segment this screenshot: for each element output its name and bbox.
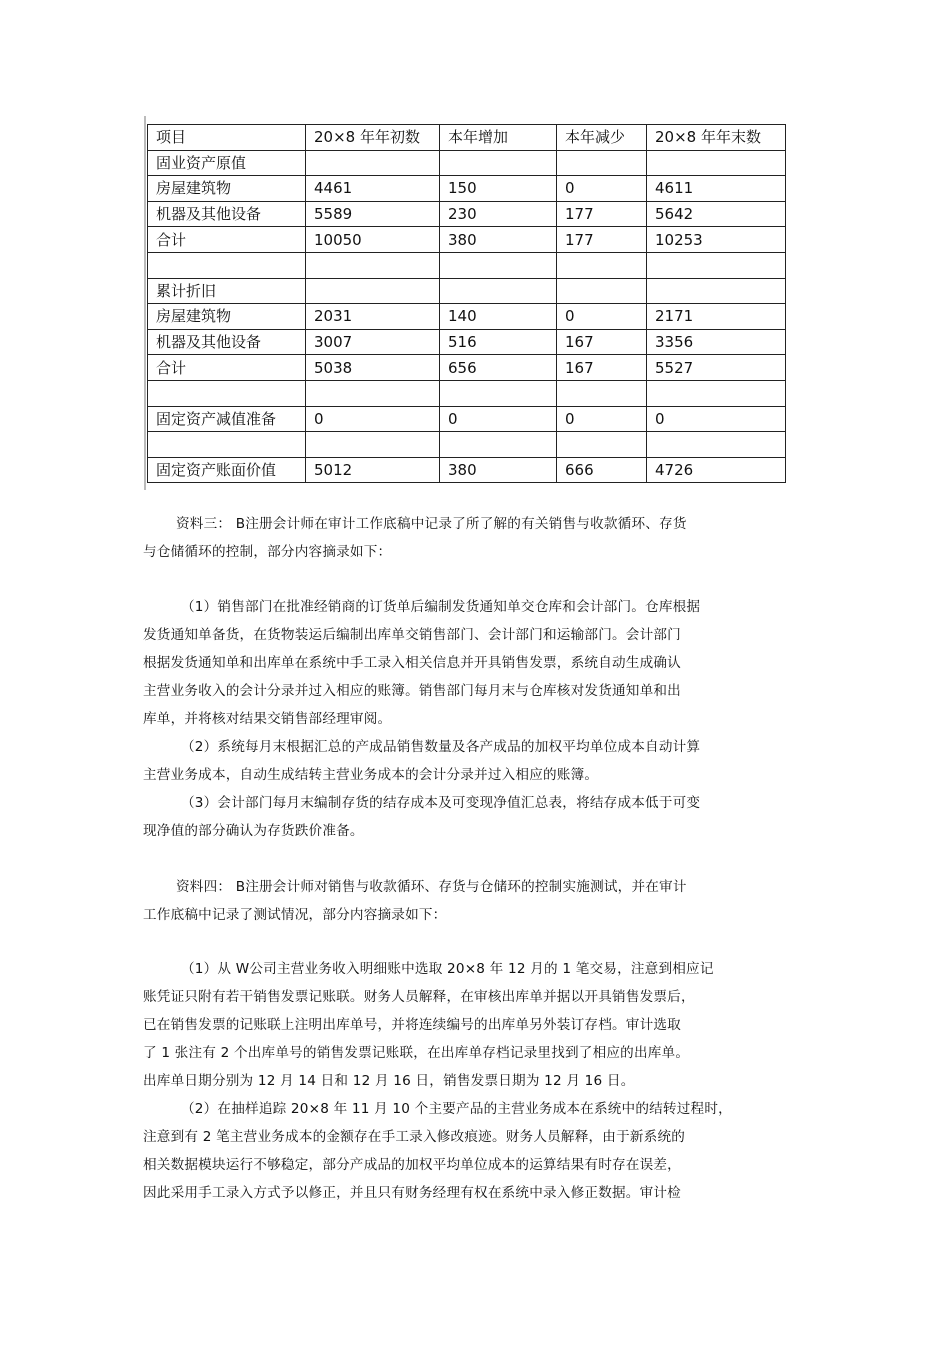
table-cell — [647, 380, 786, 406]
text-line: （1）销售部门在批准经销商的订货单后编制发货通知单交仓库和会计部门。仓库根据 — [181, 599, 701, 615]
table-cell — [306, 252, 440, 278]
fixed-asset-table — [147, 124, 786, 483]
table-row — [148, 432, 786, 458]
table-row — [148, 406, 786, 432]
table-cell: 固业资产原值 — [148, 150, 306, 176]
table-cell — [647, 278, 786, 304]
table-cell: 机器及其他设备 — [148, 329, 306, 355]
table-cell: 140 — [440, 304, 557, 330]
section-3-intro — [143, 510, 803, 566]
text-line: 主营业务成本，自动生成结转主营业务成本的会计分录并过入相应的账簿。 — [143, 767, 599, 783]
text-line: 发货通知单备货，在货物装运后编制出库单交销售部门、会计部门和运输部门。会计部门 — [143, 627, 681, 643]
table-cell — [306, 278, 440, 304]
table-cell — [647, 150, 786, 176]
table-cell: 656 — [440, 355, 557, 381]
table-cell — [148, 432, 306, 458]
table-cell: 机器及其他设备 — [148, 201, 306, 227]
table-cell: 合计 — [148, 227, 306, 253]
table-row — [148, 176, 786, 202]
section-3-items — [143, 593, 803, 845]
table-cell: 167 — [557, 329, 647, 355]
table-cell: 5589 — [306, 201, 440, 227]
table-cell — [306, 432, 440, 458]
table-left-edge — [144, 116, 146, 490]
text-line: （2）在抽样追踪 20×8 年 11 月 10 个主要产品的主营业务成本在系统中的结转过程时， — [181, 1101, 732, 1117]
table-cell: 4461 — [306, 176, 440, 202]
table-cell — [647, 432, 786, 458]
text-line: （3）会计部门每月末编制存货的结存成本及可变现净值汇总表，将结存成本低于可变 — [181, 795, 701, 811]
table-cell — [440, 380, 557, 406]
table-cell: 5642 — [647, 201, 786, 227]
table-cell: 10050 — [306, 227, 440, 253]
table-cell: 房屋建筑物 — [148, 176, 306, 202]
table-row — [148, 457, 786, 483]
table-cell — [148, 252, 306, 278]
table-row — [148, 201, 786, 227]
text-line: 注意到有 2 笔主营业务成本的金额存在手工录入修改痕迹。财务人员解释，由于新系统的 — [143, 1129, 686, 1145]
text-line: 根据发货通知单和出库单在系统中手工录入相关信息并开具销售发票，系统自动生成确认 — [143, 655, 681, 671]
table-row — [148, 227, 786, 253]
table-cell — [557, 380, 647, 406]
text-line: 了 1 张注有 2 个出库单号的销售发票记账联，在出库单存档记录里找到了相应的出库单。 — [143, 1045, 690, 1061]
text-line: 资料四： B注册会计师对销售与收款循环、存货与仓储环的控制实施测试，并在审计 — [176, 879, 687, 895]
section-4 — [143, 873, 803, 929]
table-row — [148, 278, 786, 304]
table-cell — [557, 432, 647, 458]
table-row — [148, 329, 786, 355]
table-cell: 230 — [440, 201, 557, 227]
table-cell — [440, 252, 557, 278]
table-cell: 3356 — [647, 329, 786, 355]
text-line: 主营业务收入的会计分录并过入相应的账簿。销售部门每月末与仓库核对发货通知单和出 — [143, 683, 681, 699]
table-cell — [148, 380, 306, 406]
table-cell — [647, 252, 786, 278]
table-cell: 固定资产减值准备 — [148, 406, 306, 432]
table-cell: 固定资产账面价值 — [148, 457, 306, 483]
table-cell: 0 — [557, 304, 647, 330]
fixed-asset-table-container — [147, 124, 787, 486]
table-cell: 0 — [647, 406, 786, 432]
table-cell: 0 — [557, 406, 647, 432]
table-cell — [440, 278, 557, 304]
table-cell: 0 — [440, 406, 557, 432]
table-cell: 666 — [557, 457, 647, 483]
table-cell: 20×8 年年初数 — [306, 125, 440, 151]
table-cell: 0 — [306, 406, 440, 432]
text-line: 工作底稿中记录了测试情况，部分内容摘录如下： — [143, 907, 447, 923]
text-line: （1）从 W公司主营业务收入明细账中选取 20×8 年 12 月的 1 笔交易，注意到相应记 — [181, 961, 714, 977]
text-line: 出库单日期分别为 12 月 14 日和 12 月 16 日，销售发票日期为 12 月 16 日。 — [143, 1073, 635, 1089]
table-cell: 380 — [440, 457, 557, 483]
table-cell: 5527 — [647, 355, 786, 381]
table-cell: 380 — [440, 227, 557, 253]
text-line: 库单，并将核对结果交销售部经理审阅。 — [143, 711, 392, 727]
table-cell: 合计 — [148, 355, 306, 381]
text-line: 因此采用手工录入方式予以修正，并且只有财务经理有权在系统中录入修正数据。审计检 — [143, 1185, 681, 1201]
table-cell: 本年减少 — [557, 125, 647, 151]
table-cell: 项目 — [148, 125, 306, 151]
table-cell: 5012 — [306, 457, 440, 483]
table-cell: 3007 — [306, 329, 440, 355]
table-cell — [557, 150, 647, 176]
text-line: 账凭证只附有若干销售发票记账联。财务人员解释，在审核出库单并据以开具销售发票后， — [143, 989, 695, 1005]
table-cell: 177 — [557, 201, 647, 227]
table-cell — [440, 432, 557, 458]
table-row — [148, 380, 786, 406]
table-cell: 本年增加 — [440, 125, 557, 151]
section-3 — [143, 510, 803, 566]
table-cell: 0 — [557, 176, 647, 202]
table-cell: 4611 — [647, 176, 786, 202]
text-line: 现净值的部分确认为存货跌价准备。 — [143, 823, 364, 839]
table-cell: 150 — [440, 176, 557, 202]
table-row — [148, 355, 786, 381]
section-4-items — [143, 955, 803, 1207]
table-cell: 房屋建筑物 — [148, 304, 306, 330]
text-line: 与仓储循环的控制，部分内容摘录如下： — [143, 544, 392, 560]
text-line: 已在销售发票的记账联上注明出库单号，并将连续编号的出库单另外装订存档。审计选取 — [143, 1017, 681, 1033]
table-cell — [306, 380, 440, 406]
table-cell: 2171 — [647, 304, 786, 330]
table-cell: 167 — [557, 355, 647, 381]
table-row — [148, 304, 786, 330]
text-line: 资料三： B注册会计师在审计工作底稿中记录了所了解的有关销售与收款循环、存货 — [176, 516, 687, 532]
table-row — [148, 125, 786, 151]
table-row — [148, 252, 786, 278]
table-cell — [557, 278, 647, 304]
table-cell — [440, 150, 557, 176]
table-cell: 累计折旧 — [148, 278, 306, 304]
table-cell: 2031 — [306, 304, 440, 330]
table-cell: 177 — [557, 227, 647, 253]
table-cell — [557, 252, 647, 278]
table-cell: 20×8 年年末数 — [647, 125, 786, 151]
table-cell: 10253 — [647, 227, 786, 253]
table-cell — [306, 150, 440, 176]
table-cell: 516 — [440, 329, 557, 355]
text-line: 相关数据模块运行不够稳定，部分产成品的加权平均单位成本的运算结果有时存在误差， — [143, 1157, 681, 1173]
text-line: （2）系统每月末根据汇总的产成品销售数量及各产成品的加权平均单位成本自动计算 — [181, 739, 701, 755]
table-row — [148, 150, 786, 176]
table-cell: 4726 — [647, 457, 786, 483]
table-cell: 5038 — [306, 355, 440, 381]
